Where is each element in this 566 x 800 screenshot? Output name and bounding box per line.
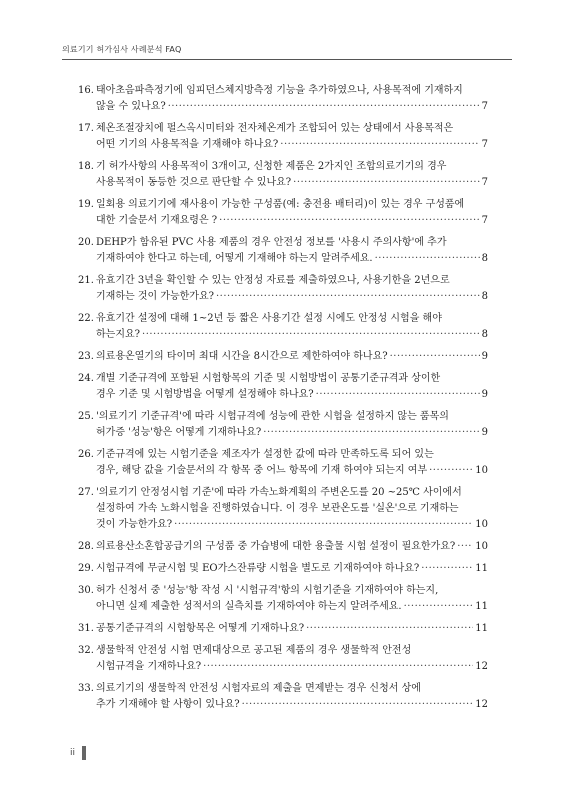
toc-entry-page: 8 xyxy=(481,329,488,340)
toc-entry-number: 27. xyxy=(78,487,94,498)
toc-entry-text: 개별 기준규격에 포함된 시험항목의 기준 및 시험방법이 공통기준규격과 상이한 xyxy=(96,373,441,384)
toc-entry-page: 9 xyxy=(481,427,488,438)
toc-entry-text: 것이 가능한가요? xyxy=(96,519,173,530)
toc-entry-text: 경우 기준 및 시험방법을 어떻게 설정해야 하나요? xyxy=(96,389,314,400)
toc-entry-text: '의료기기 기준규격'에 따라 시험규격에 성능에 관한 시험을 설정하지 않는 품목의 xyxy=(96,411,449,422)
toc-entry-text: 공통기준규격의 시험항목은 어떻게 기재하나요? xyxy=(96,623,305,634)
toc-entry[interactable] xyxy=(78,409,488,441)
toc-entry-text: 허가증 '성능'항은 어떻게 기재하나요? xyxy=(96,427,262,438)
toc-entry-page: 10 xyxy=(475,465,488,476)
toc-dot-leader xyxy=(203,659,473,675)
toc-entry[interactable] xyxy=(78,643,488,675)
toc-dot-leader xyxy=(174,517,473,533)
toc-entry[interactable] xyxy=(78,235,488,267)
toc-entry-text: 의료기기의 생물학적 안전성 시험자료의 제출을 면제받는 경우 신청서 상에 xyxy=(96,683,421,694)
toc-entry-number: 22. xyxy=(78,313,94,324)
toc-entry-number: 21. xyxy=(78,275,94,286)
toc-entry-number: 26. xyxy=(78,449,94,460)
toc-entry-page: 7 xyxy=(481,215,488,226)
toc-dot-leader xyxy=(219,213,479,229)
toc-dot-leader xyxy=(429,463,473,479)
toc-dot-leader xyxy=(293,175,479,191)
toc-entry-page: 12 xyxy=(475,661,488,672)
toc-dot-leader xyxy=(263,425,479,441)
toc-entry[interactable] xyxy=(78,311,488,343)
toc-entry-page: 9 xyxy=(481,389,488,400)
toc-entry[interactable] xyxy=(78,349,488,365)
toc-entry[interactable] xyxy=(78,681,488,713)
toc-entry-page: 10 xyxy=(475,519,488,530)
toc-entry[interactable] xyxy=(78,197,488,229)
toc-entry-page: 7 xyxy=(481,101,488,112)
toc-entry-number: 25. xyxy=(78,411,94,422)
toc-entry[interactable] xyxy=(78,485,488,533)
toc-entry-text: 하는지요? xyxy=(96,329,141,340)
toc-entry-text: 체온조절장치에 펄스옥시미터와 전자체온계가 조합되어 있는 상태에서 사용목적은 xyxy=(96,123,454,134)
table-of-contents xyxy=(78,83,488,719)
toc-entry-text: 기재하는 것이 가능한가요? xyxy=(96,291,214,302)
toc-dot-leader xyxy=(404,599,474,615)
toc-entry-text: 경우, 해당 값을 기술문서의 각 항목 중 어느 항목에 기재 하여야 되는지 여부 xyxy=(96,465,428,476)
toc-entry-text: 시험규격을 기재하나요? xyxy=(96,661,202,672)
toc-dot-leader xyxy=(168,99,480,115)
header-rule xyxy=(62,59,512,60)
toc-dot-leader xyxy=(316,387,480,403)
toc-entry-text: 일회용 의료기기에 재사용이 가능한 구성품(예: 충전용 배터리)이 있는 경우 구성품에 xyxy=(96,199,465,210)
toc-entry[interactable] xyxy=(78,583,488,615)
toc-entry-text: 생물학적 안전성 시험 면제대상으로 공고된 제품의 경우 생물학적 안전성 xyxy=(96,645,412,656)
toc-entry-text: 기 허가사항의 사용목적이 3개이고, 신청한 제품은 2가지인 조합의료기기의 경우 xyxy=(96,161,447,172)
toc-entry-number: 24. xyxy=(78,373,94,384)
toc-entry-page: 11 xyxy=(475,601,488,612)
toc-entry-number: 20. xyxy=(78,237,94,248)
toc-dot-leader xyxy=(375,251,480,267)
toc-dot-leader xyxy=(142,327,480,343)
toc-entry-page: 11 xyxy=(475,563,488,574)
toc-entry-text: 기재하여야 한다고 하는데, 어떻게 기재해야 하는지 알려주세요. xyxy=(96,253,373,264)
toc-entry-page: 10 xyxy=(475,541,488,552)
toc-entry-text: 시험규격에 무균시험 및 EO가스잔류량 시험을 별도로 기재하여야 하나요? xyxy=(96,563,420,574)
toc-entry[interactable] xyxy=(78,561,488,577)
toc-entry-text: '의료기기 안정성시험 기준'에 따라 가속노화계획의 주변온도를 20 ~25℃ 사이에서 xyxy=(96,487,462,498)
toc-entry-number: 16. xyxy=(78,85,94,96)
toc-entry[interactable] xyxy=(78,371,488,403)
toc-entry-page: 7 xyxy=(481,139,488,150)
toc-entry-text: 유효기간 설정에 대해 1~2년 등 짧은 사용기간 설정 시에도 안정성 시험을 해야 xyxy=(96,313,442,324)
toc-entry-number: 29. xyxy=(78,563,94,574)
toc-entry-text: 의료용산소혼합공급기의 구성품 중 가습병에 대한 용출물 시험 설정이 필요한가요? xyxy=(96,541,456,552)
toc-entry[interactable] xyxy=(78,447,488,479)
toc-entry-number: 19. xyxy=(78,199,94,210)
toc-entry[interactable] xyxy=(78,83,488,115)
toc-entry[interactable] xyxy=(78,159,488,191)
toc-entry-text: 기준규격에 있는 시험기준을 제조자가 설정한 값에 따라 만족하도록 되어 있는 xyxy=(96,449,434,460)
toc-entry-number: 23. xyxy=(78,351,94,362)
toc-entry-text: 허가 신청서 중 '성능'항 작성 시 '시험규격'항의 시험기준을 기재하여야 하는지, xyxy=(96,585,439,596)
toc-dot-leader xyxy=(390,349,480,365)
toc-entry[interactable] xyxy=(78,273,488,305)
toc-entry-number: 32. xyxy=(78,645,94,656)
toc-entry-page: 9 xyxy=(481,351,488,362)
toc-entry-text: 유효기간 3년을 확인할 수 있는 안정성 자료를 제출하였으나, 사용기한을 2년으로 xyxy=(96,275,450,286)
toc-entry-number: 28. xyxy=(78,541,94,552)
toc-dot-leader xyxy=(306,621,473,637)
toc-entry-text: 추가 기재해야 할 사항이 있나요? xyxy=(96,699,240,710)
toc-entry-text: 어떤 기기의 사용목적을 기재해야 하나요? xyxy=(96,139,279,150)
toc-entry-text: 설정하여 가속 노화시험을 진행하였습니다. 이 경우 보관온도를 '실온'으로 기재하는 xyxy=(96,503,459,514)
toc-entry-text: 아니면 실제 제출한 성적서의 실측치를 기재하여야 하는지 알려주세요. xyxy=(96,601,402,612)
page-marker-bar xyxy=(82,746,86,760)
toc-dot-leader xyxy=(421,561,473,577)
toc-entry[interactable] xyxy=(78,621,488,637)
toc-entry-text: 않을 수 있나요? xyxy=(96,101,166,112)
running-header: 의료기기 허가심사 사례분석 FAQ xyxy=(62,45,182,54)
toc-entry-number: 30. xyxy=(78,585,94,596)
toc-entry-page: 12 xyxy=(475,699,488,710)
toc-entry-number: 33. xyxy=(78,683,94,694)
toc-dot-leader xyxy=(280,137,479,153)
toc-dot-leader xyxy=(242,697,474,713)
toc-entry-text: 의료용온열기의 타이머 최대 시간을 8시간으로 제한하여야 하나요? xyxy=(96,351,388,362)
page-number: ii xyxy=(70,748,76,758)
toc-entry[interactable] xyxy=(78,121,488,153)
toc-dot-leader xyxy=(457,539,473,555)
toc-entry-number: 17. xyxy=(78,123,94,134)
toc-entry-page: 11 xyxy=(475,623,488,634)
toc-entry-text: 대한 기술문서 기재요령은 ? xyxy=(96,215,218,226)
toc-entry-number: 31. xyxy=(78,623,94,634)
toc-entry-page: 8 xyxy=(481,253,488,264)
toc-entry-text: 태아초음파측정기에 임피던스체지방측정 기능을 추가하였으나, 사용목적에 기재하지 xyxy=(96,85,463,96)
toc-dot-leader xyxy=(216,289,480,305)
toc-entry-page: 8 xyxy=(481,291,488,302)
toc-entry[interactable] xyxy=(78,539,488,555)
toc-entry-number: 18. xyxy=(78,161,94,172)
toc-entry-page: 7 xyxy=(481,177,488,188)
toc-entry-text: 사용목적이 동등한 것으로 판단할 수 있나요? xyxy=(96,177,292,188)
toc-entry-text: DEHP가 함유된 PVC 사용 제품의 경우 안전성 정보를 '사용시 주의사항'에 추가 xyxy=(96,237,447,248)
